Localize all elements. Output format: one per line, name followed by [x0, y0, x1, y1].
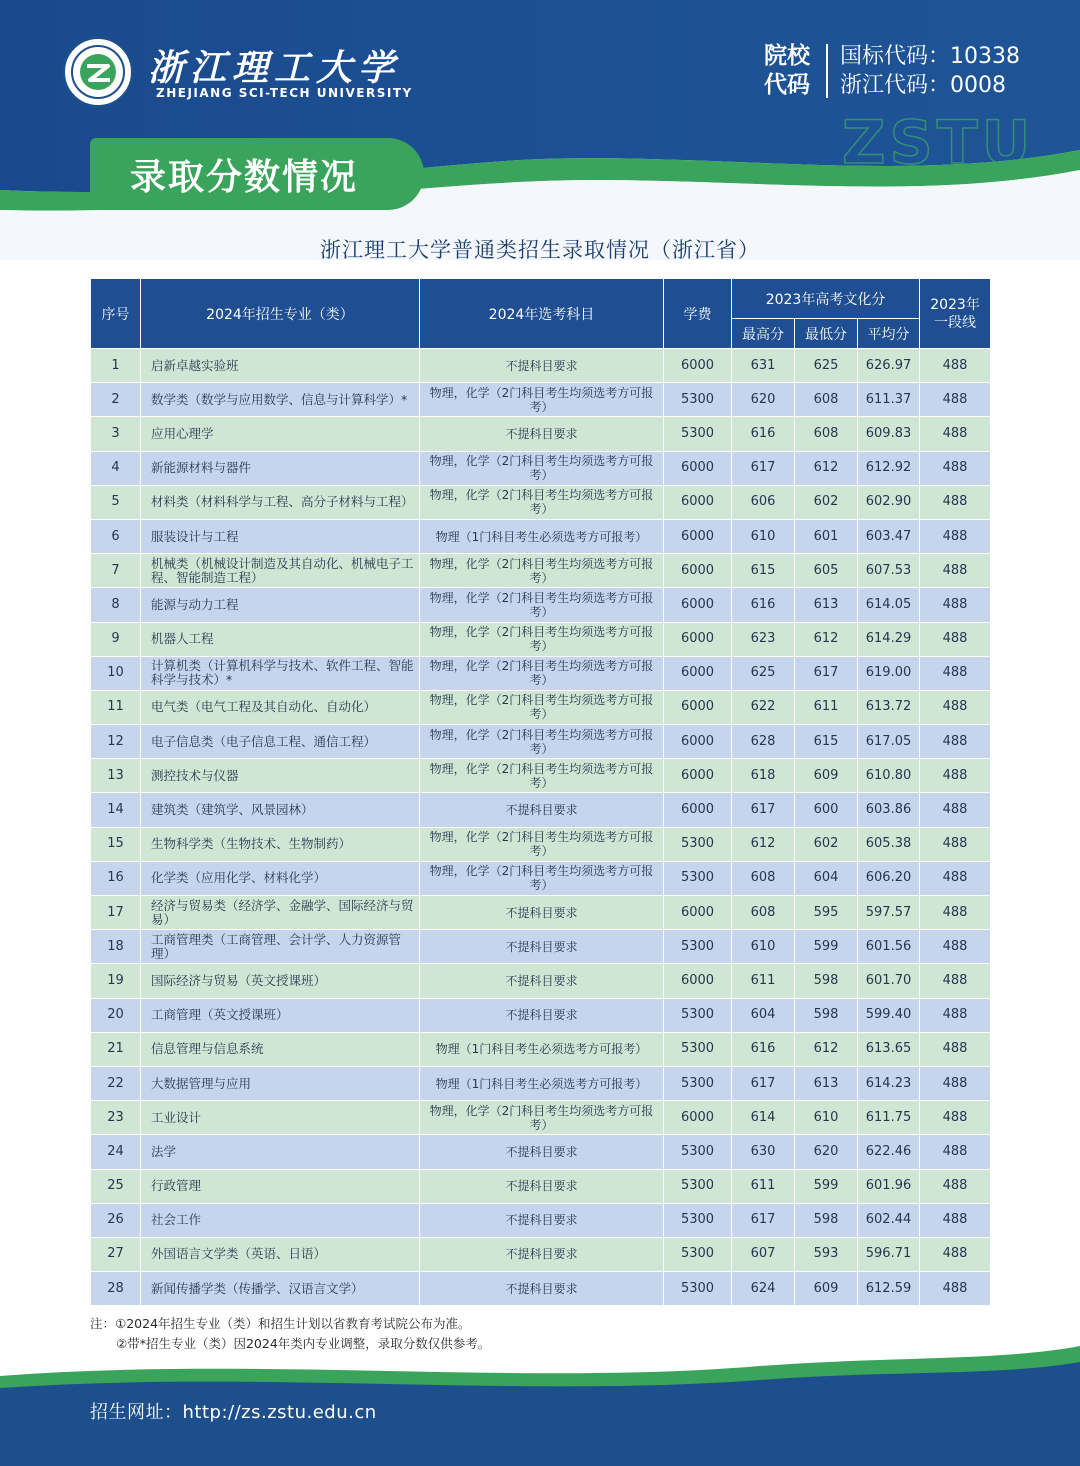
cell-fee: 6000 [664, 964, 732, 998]
cell-max: 630 [732, 1135, 795, 1169]
cell-max: 604 [732, 998, 795, 1032]
cell-min: 613 [795, 1066, 858, 1100]
cell-line: 488 [920, 519, 991, 553]
cell-no: 23 [91, 1101, 141, 1135]
table-row [91, 622, 991, 656]
cell-no: 16 [91, 861, 141, 895]
table-row [91, 554, 991, 588]
cell-line: 488 [920, 383, 991, 417]
cell-line: 488 [920, 622, 991, 656]
university-name-en: ZHEJIANG SCI-TECH UNIVERSITY [156, 86, 413, 100]
cell-avg: 613.72 [858, 690, 920, 724]
table-row [91, 451, 991, 485]
cell-no: 15 [91, 827, 141, 861]
cell-avg: 619.00 [858, 656, 920, 690]
cell-subject: 物理，化学（2门科目考生均须选考方可报考） [420, 383, 664, 417]
cell-avg: 602.44 [858, 1203, 920, 1237]
cell-no: 20 [91, 998, 141, 1032]
cell-fee: 6000 [664, 896, 732, 930]
cell-line: 488 [920, 554, 991, 588]
cell-line: 488 [920, 930, 991, 964]
cell-subject: 不提科目要求 [420, 930, 664, 964]
cell-no: 28 [91, 1272, 141, 1306]
cell-no: 17 [91, 896, 141, 930]
cell-line: 488 [920, 1101, 991, 1135]
cell-max: 611 [732, 1169, 795, 1203]
cell-major: 新闻传播学类（传播学、汉语言文学） [141, 1272, 420, 1306]
cell-line: 488 [920, 690, 991, 724]
cell-fee: 5300 [664, 930, 732, 964]
cell-line: 488 [920, 1032, 991, 1066]
cell-subject: 不提科目要求 [420, 998, 664, 1032]
table-row [91, 1203, 991, 1237]
cell-min: 599 [795, 1169, 858, 1203]
cell-max: 606 [732, 485, 795, 519]
cell-min: 615 [795, 725, 858, 759]
cell-major: 法学 [141, 1135, 420, 1169]
cell-subject: 不提科目要求 [420, 1272, 664, 1306]
cell-no: 1 [91, 349, 141, 383]
cell-fee: 5300 [664, 827, 732, 861]
cell-no: 11 [91, 690, 141, 724]
cell-min: 609 [795, 759, 858, 793]
cell-subject: 物理，化学（2门科目考生均须选考方可报考） [420, 622, 664, 656]
zhejiang-code: 浙江代码：0008 [840, 73, 1006, 98]
cell-major: 经济与贸易类（经济学、金融学、国际经济与贸易） [141, 896, 420, 930]
cell-no: 27 [91, 1237, 141, 1271]
cell-subject: 不提科目要求 [420, 896, 664, 930]
cell-max: 608 [732, 861, 795, 895]
cell-subject: 物理，化学（2门科目考生均须选考方可报考） [420, 690, 664, 724]
cell-subject: 物理，化学（2门科目考生均须选考方可报考） [420, 588, 664, 622]
cell-min: 598 [795, 964, 858, 998]
cell-min: 611 [795, 690, 858, 724]
cell-max: 616 [732, 1032, 795, 1066]
section-title-banner: 录取分数情况 [90, 138, 424, 210]
cell-subject: 物理（1门科目考生必须选考方可报考） [420, 1066, 664, 1100]
cell-no: 8 [91, 588, 141, 622]
cell-min: 595 [795, 896, 858, 930]
cell-subject: 不提科目要求 [420, 964, 664, 998]
cell-subject: 物理，化学（2门科目考生均须选考方可报考） [420, 759, 664, 793]
cell-subject: 物理，化学（2门科目考生均须选考方可报考） [420, 451, 664, 485]
cell-fee: 6000 [664, 485, 732, 519]
cell-no: 4 [91, 451, 141, 485]
cell-line: 488 [920, 451, 991, 485]
cell-fee: 5300 [664, 383, 732, 417]
cell-subject: 物理，化学（2门科目考生均须选考方可报考） [420, 861, 664, 895]
cell-major: 服装设计与工程 [141, 519, 420, 553]
cell-line: 488 [920, 417, 991, 451]
header-fee: 学费 [664, 279, 732, 349]
cell-major: 工商管理类（工商管理、会计学、人力资源管理） [141, 930, 420, 964]
table-row [91, 1169, 991, 1203]
table-row [91, 896, 991, 930]
cell-no: 10 [91, 656, 141, 690]
cell-fee: 6000 [664, 759, 732, 793]
table-row [91, 1237, 991, 1271]
cell-min: 604 [795, 861, 858, 895]
header-max: 最高分 [732, 319, 795, 349]
cell-line: 488 [920, 1203, 991, 1237]
cell-no: 9 [91, 622, 141, 656]
cell-max: 610 [732, 519, 795, 553]
cell-min: 620 [795, 1135, 858, 1169]
cell-major: 建筑类（建筑学、风景园林） [141, 793, 420, 827]
cell-max: 620 [732, 383, 795, 417]
cell-max: 607 [732, 1237, 795, 1271]
table-row [91, 1032, 991, 1066]
cell-major: 新能源材料与器件 [141, 451, 420, 485]
cell-major: 行政管理 [141, 1169, 420, 1203]
cell-fee: 5300 [664, 998, 732, 1032]
header-no: 序号 [91, 279, 141, 349]
cell-min: 602 [795, 485, 858, 519]
cell-subject: 物理，化学（2门科目考生均须选考方可报考） [420, 725, 664, 759]
cell-min: 610 [795, 1101, 858, 1135]
cell-avg: 611.75 [858, 1101, 920, 1135]
cell-fee: 6000 [664, 793, 732, 827]
cell-no: 2 [91, 383, 141, 417]
cell-min: 625 [795, 349, 858, 383]
cell-avg: 622.46 [858, 1135, 920, 1169]
header-major: 2024年招生专业（类） [141, 279, 420, 349]
cell-min: 602 [795, 827, 858, 861]
cell-avg: 606.20 [858, 861, 920, 895]
cell-no: 6 [91, 519, 141, 553]
cell-avg: 609.83 [858, 417, 920, 451]
cell-no: 26 [91, 1203, 141, 1237]
cell-line: 488 [920, 827, 991, 861]
cell-avg: 610.80 [858, 759, 920, 793]
cell-max: 616 [732, 588, 795, 622]
cell-line: 488 [920, 896, 991, 930]
cell-major: 电子信息类（电子信息工程、通信工程） [141, 725, 420, 759]
cell-no: 3 [91, 417, 141, 451]
cell-max: 614 [732, 1101, 795, 1135]
cell-avg: 605.38 [858, 827, 920, 861]
cell-line: 488 [920, 998, 991, 1032]
cell-fee: 5300 [664, 1203, 732, 1237]
table-row [91, 793, 991, 827]
cell-avg: 617.05 [858, 725, 920, 759]
cell-avg: 613.65 [858, 1032, 920, 1066]
cell-major: 生物科学类（生物技术、生物制药） [141, 827, 420, 861]
university-name-cn: 浙江理工大学 [148, 47, 401, 89]
cell-avg: 612.92 [858, 451, 920, 485]
cell-major: 工商管理（英文授课班） [141, 998, 420, 1032]
cell-max: 618 [732, 759, 795, 793]
table-row [91, 930, 991, 964]
footnotes [90, 1314, 490, 1354]
cell-fee: 5300 [664, 1032, 732, 1066]
cell-fee: 6000 [664, 451, 732, 485]
cell-major: 大数据管理与应用 [141, 1066, 420, 1100]
cell-subject: 物理（1门科目考生必须选考方可报考） [420, 519, 664, 553]
cell-fee: 6000 [664, 656, 732, 690]
cell-fee: 6000 [664, 519, 732, 553]
cell-fee: 5300 [664, 417, 732, 451]
university-logo [62, 36, 134, 108]
cell-max: 617 [732, 451, 795, 485]
cell-subject: 物理，化学（2门科目考生均须选考方可报考） [420, 656, 664, 690]
cell-max: 622 [732, 690, 795, 724]
cell-line: 488 [920, 725, 991, 759]
header-min: 最低分 [795, 319, 858, 349]
cell-fee: 6000 [664, 349, 732, 383]
cell-max: 617 [732, 1066, 795, 1100]
cell-min: 608 [795, 383, 858, 417]
cell-line: 488 [920, 1237, 991, 1271]
cell-no: 12 [91, 725, 141, 759]
cell-min: 609 [795, 1272, 858, 1306]
cell-min: 617 [795, 656, 858, 690]
cell-fee: 5300 [664, 861, 732, 895]
header-line: 2023年一段线 [920, 279, 991, 349]
table-row [91, 690, 991, 724]
cell-major: 国际经济与贸易（英文授课班） [141, 964, 420, 998]
cell-avg: 597.57 [858, 896, 920, 930]
cell-min: 598 [795, 998, 858, 1032]
cell-no: 13 [91, 759, 141, 793]
cell-major: 能源与动力工程 [141, 588, 420, 622]
cell-major: 启新卓越实验班 [141, 349, 420, 383]
cell-max: 615 [732, 554, 795, 588]
table-row [91, 656, 991, 690]
cell-line: 488 [920, 588, 991, 622]
cell-no: 7 [91, 554, 141, 588]
cell-avg: 612.59 [858, 1272, 920, 1306]
table-row [91, 827, 991, 861]
cell-fee: 6000 [664, 1101, 732, 1135]
table-row [91, 759, 991, 793]
cell-line: 488 [920, 964, 991, 998]
cell-line: 488 [920, 861, 991, 895]
cell-avg: 614.05 [858, 588, 920, 622]
cell-fee: 5300 [664, 1272, 732, 1306]
cell-max: 631 [732, 349, 795, 383]
cell-max: 611 [732, 964, 795, 998]
table-row [91, 1066, 991, 1100]
cell-avg: 596.71 [858, 1237, 920, 1271]
cell-major: 电气类（电气工程及其自动化、自动化） [141, 690, 420, 724]
cell-line: 488 [920, 656, 991, 690]
cell-subject: 物理，化学（2门科目考生均须选考方可报考） [420, 827, 664, 861]
table-row [91, 998, 991, 1032]
cell-avg: 601.70 [858, 964, 920, 998]
footnote-2: ②带*招生专业（类）因2024年类内专业调整，录取分数仅供参考。 [116, 1336, 491, 1351]
cell-min: 608 [795, 417, 858, 451]
cell-subject: 物理，化学（2门科目考生均须选考方可报考） [420, 1101, 664, 1135]
cell-avg: 626.97 [858, 349, 920, 383]
table-row [91, 964, 991, 998]
cell-fee: 6000 [664, 588, 732, 622]
cell-line: 488 [920, 1272, 991, 1306]
cell-avg: 601.96 [858, 1169, 920, 1203]
table-row [91, 588, 991, 622]
cell-avg: 601.56 [858, 930, 920, 964]
cell-avg: 614.23 [858, 1066, 920, 1100]
logo-emblem-icon [70, 44, 126, 100]
cell-no: 22 [91, 1066, 141, 1100]
cell-min: 601 [795, 519, 858, 553]
table-row [91, 485, 991, 519]
cell-min: 599 [795, 930, 858, 964]
cell-max: 617 [732, 793, 795, 827]
cell-min: 605 [795, 554, 858, 588]
cell-fee: 5300 [664, 1237, 732, 1271]
cell-no: 25 [91, 1169, 141, 1203]
footnote-1: 注：①2024年招生专业（类）和招生计划以省教育考试院公布为准。 [90, 1316, 471, 1331]
institution-code-label: 院校代码 [764, 43, 810, 98]
national-code: 国标代码：10338 [840, 44, 1020, 69]
cell-major: 测控技术与仪器 [141, 759, 420, 793]
cell-major: 材料类（材料科学与工程、高分子材料与工程） [141, 485, 420, 519]
cell-min: 612 [795, 1032, 858, 1066]
cell-subject: 物理，化学（2门科目考生均须选考方可报考） [420, 554, 664, 588]
cell-major: 数学类（数学与应用数学、信息与计算科学）* [141, 383, 420, 417]
cell-min: 598 [795, 1203, 858, 1237]
cell-subject: 不提科目要求 [420, 1135, 664, 1169]
table-row [91, 1272, 991, 1306]
cell-no: 24 [91, 1135, 141, 1169]
cell-avg: 603.86 [858, 793, 920, 827]
cell-major: 社会工作 [141, 1203, 420, 1237]
cell-max: 625 [732, 656, 795, 690]
cell-subject: 不提科目要求 [420, 1203, 664, 1237]
table-row [91, 417, 991, 451]
cell-major: 计算机类（计算机科学与技术、软件工程、智能科学与技术）* [141, 656, 420, 690]
cell-max: 608 [732, 896, 795, 930]
table-row [91, 1101, 991, 1135]
admission-score-table [90, 278, 991, 1306]
cell-max: 610 [732, 930, 795, 964]
cell-fee: 5300 [664, 1169, 732, 1203]
header-subject: 2024年选考科目 [420, 279, 664, 349]
cell-line: 488 [920, 1135, 991, 1169]
cell-fee: 6000 [664, 725, 732, 759]
cell-major: 工业设计 [141, 1101, 420, 1135]
cell-line: 488 [920, 1066, 991, 1100]
cell-no: 21 [91, 1032, 141, 1066]
table-row [91, 519, 991, 553]
code-divider [826, 44, 828, 98]
cell-major: 化学类（应用化学、材料化学） [141, 861, 420, 895]
cell-avg: 603.47 [858, 519, 920, 553]
institution-codes [840, 42, 1020, 100]
cell-subject: 不提科目要求 [420, 417, 664, 451]
cell-max: 612 [732, 827, 795, 861]
cell-avg: 611.37 [858, 383, 920, 417]
cell-max: 623 [732, 622, 795, 656]
cell-line: 488 [920, 1169, 991, 1203]
cell-avg: 602.90 [858, 485, 920, 519]
cell-no: 14 [91, 793, 141, 827]
cell-major: 应用心理学 [141, 417, 420, 451]
cell-fee: 6000 [664, 622, 732, 656]
cell-subject: 不提科目要求 [420, 793, 664, 827]
cell-avg: 614.29 [858, 622, 920, 656]
cell-min: 612 [795, 622, 858, 656]
header-score-group: 2023年高考文化分 [732, 279, 920, 319]
cell-line: 488 [920, 759, 991, 793]
table-row [91, 725, 991, 759]
cell-subject: 不提科目要求 [420, 1169, 664, 1203]
table-row [91, 861, 991, 895]
zstu-watermark: ZSTU [842, 108, 1035, 178]
cell-max: 617 [732, 1203, 795, 1237]
cell-line: 488 [920, 485, 991, 519]
cell-max: 624 [732, 1272, 795, 1306]
cell-no: 19 [91, 964, 141, 998]
header-avg: 平均分 [858, 319, 920, 349]
cell-fee: 5300 [664, 1135, 732, 1169]
cell-major: 外国语言文学类（英语、日语） [141, 1237, 420, 1271]
cell-line: 488 [920, 349, 991, 383]
cell-min: 612 [795, 451, 858, 485]
cell-subject: 物理，化学（2门科目考生均须选考方可报考） [420, 485, 664, 519]
cell-fee: 6000 [664, 554, 732, 588]
cell-major: 信息管理与信息系统 [141, 1032, 420, 1066]
cell-avg: 599.40 [858, 998, 920, 1032]
cell-no: 5 [91, 485, 141, 519]
cell-subject: 物理（1门科目考生必须选考方可报考） [420, 1032, 664, 1066]
cell-fee: 5300 [664, 1066, 732, 1100]
table-row [91, 349, 991, 383]
cell-max: 616 [732, 417, 795, 451]
table-row [91, 383, 991, 417]
cell-min: 600 [795, 793, 858, 827]
table-row [91, 1135, 991, 1169]
table-title: 浙江理工大学普通类招生录取情况（浙江省） [320, 238, 760, 262]
cell-subject: 不提科目要求 [420, 1237, 664, 1271]
cell-subject: 不提科目要求 [420, 349, 664, 383]
cell-max: 628 [732, 725, 795, 759]
cell-avg: 607.53 [858, 554, 920, 588]
cell-major: 机械类（机械设计制造及其自动化、机械电子工程、智能制造工程） [141, 554, 420, 588]
cell-no: 18 [91, 930, 141, 964]
cell-line: 488 [920, 793, 991, 827]
admissions-url[interactable]: 招生网址：http://zs.zstu.edu.cn [90, 1402, 377, 1423]
cell-min: 593 [795, 1237, 858, 1271]
cell-major: 机器人工程 [141, 622, 420, 656]
cell-fee: 6000 [664, 690, 732, 724]
cell-min: 613 [795, 588, 858, 622]
